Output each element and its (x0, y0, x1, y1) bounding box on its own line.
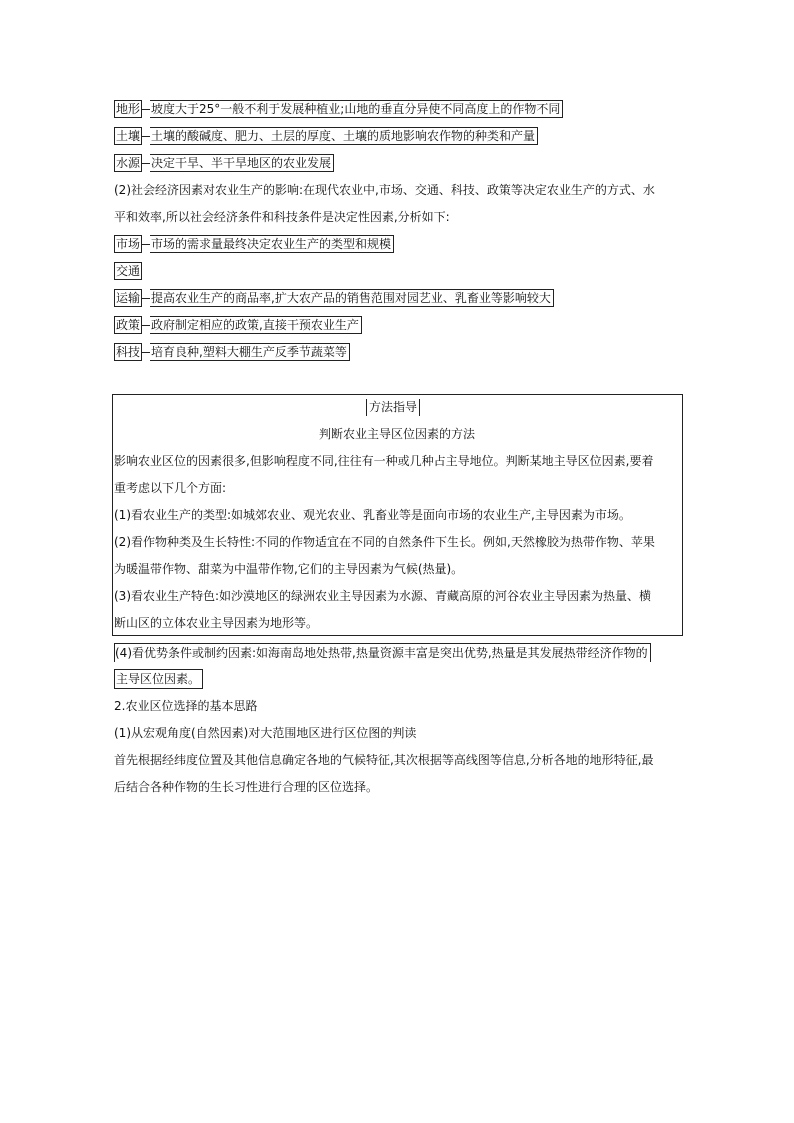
factor-row-water (114, 154, 334, 172)
factor-row-technology (114, 343, 350, 361)
socio-intro-line2: 平和效率,所以社会经济条件和科技条件是决定性因素,分析如下: (114, 210, 450, 224)
section-heading: 2.农业区位选择的基本思路 (114, 699, 258, 713)
factor-term: 交通 (116, 264, 141, 278)
factor-term: 土壤 (116, 129, 141, 143)
paragraph-line: 后结合各种作物的生长习性进行合理的区位选择。 (114, 780, 379, 794)
connector-line (142, 298, 150, 299)
method-point-4-line2: 主导区位因素。 (114, 669, 203, 689)
connector-line (142, 244, 150, 245)
factor-description: 土壤的酸碱度、肥力、土层的厚度、土壤的质地影响农作物的种类和产量 (150, 127, 538, 145)
method-title: 方法指导 (366, 399, 420, 416)
factor-row-policy (114, 316, 362, 334)
method-line: 断山区的立体农业主导因素为地形等。 (114, 616, 319, 630)
method-subtitle: 判断农业主导区位因素的方法 (318, 427, 475, 441)
factor-term: 政策 (116, 318, 141, 332)
factor-description: 坡度大于25°一般不利于发展种植业;山地的垂直分异使不同高度上的作物不同 (150, 100, 563, 118)
connector-line (142, 136, 150, 137)
method-line: 重考虑以下几个方面: (114, 481, 227, 495)
method-line: 为暖温带作物、甜菜为中温带作物,它们的主导因素为气候(热量)。 (114, 562, 464, 576)
factor-term: 地形 (116, 102, 141, 116)
connector-line (142, 163, 150, 164)
factor-description: 政府制定相应的政策,直接干预农业生产 (150, 316, 362, 334)
factor-description: 决定干旱、半干旱地区的农业发展 (150, 154, 334, 172)
factor-term: 运输 (116, 291, 141, 305)
factor-term: 水源 (116, 156, 141, 170)
factor-row-soil (114, 127, 538, 145)
method-line: (2)看作物种类及生长特性:不同的作物适宜在不同的自然条件下生长。例如,天然橡胶为热带作物、苹果 (114, 535, 655, 549)
factor-description: 市场的需求量最终决定农业生产的类型和规模 (150, 235, 394, 253)
factor-row-traffic (114, 262, 142, 280)
method-line: 影响农业区位的因素很多,但影响程度不同,往往有一种或几种占主导地位。判断某地主导区位因素,要着 (114, 454, 654, 468)
method-line: (1)看农业生产的类型:如城郊农业、观光农业、乳畜业等是面向市场的农业生产,主导因素为市场。 (114, 508, 631, 522)
factor-row-transport (114, 289, 554, 307)
socio-intro-line1: (2)社会经济因素对农业生产的影响:在现代农业中,市场、交通、科技、政策等决定农业生产的方式、水 (114, 183, 655, 197)
factor-row-market (114, 235, 394, 253)
method-line: (3)看农业生产特色:如沙漠地区的绿洲农业主导因素为水源、青藏高原的河谷农业主导因素为热量、横 (114, 589, 652, 603)
connector-line (142, 109, 150, 110)
connector-line (142, 325, 150, 326)
factor-term: 市场 (116, 237, 141, 251)
factor-description: 培育良种,塑料大棚生产反季节蔬菜等 (150, 343, 350, 361)
factor-row-terrain (114, 100, 563, 118)
paragraph-line: 首先根据经纬度位置及其他信息确定各地的气候特征,其次根据等高线图等信息,分析各地的地形特征,最 (114, 753, 654, 767)
connector-line (142, 352, 150, 353)
section-subheading: (1)从宏观角度(自然因素)对大范围地区进行区位图的判读 (114, 726, 417, 740)
factor-term: 科技 (116, 345, 141, 359)
factor-description: 提高农业生产的商品率,扩大农产品的销售范围对园艺业、乳畜业等影响较大 (150, 289, 554, 307)
method-point-4-line1: (4)看优势条件或制约因素:如海南岛地处热带,热量资源丰富是突出优势,热量是其发展热带经济作物的 (114, 643, 651, 662)
